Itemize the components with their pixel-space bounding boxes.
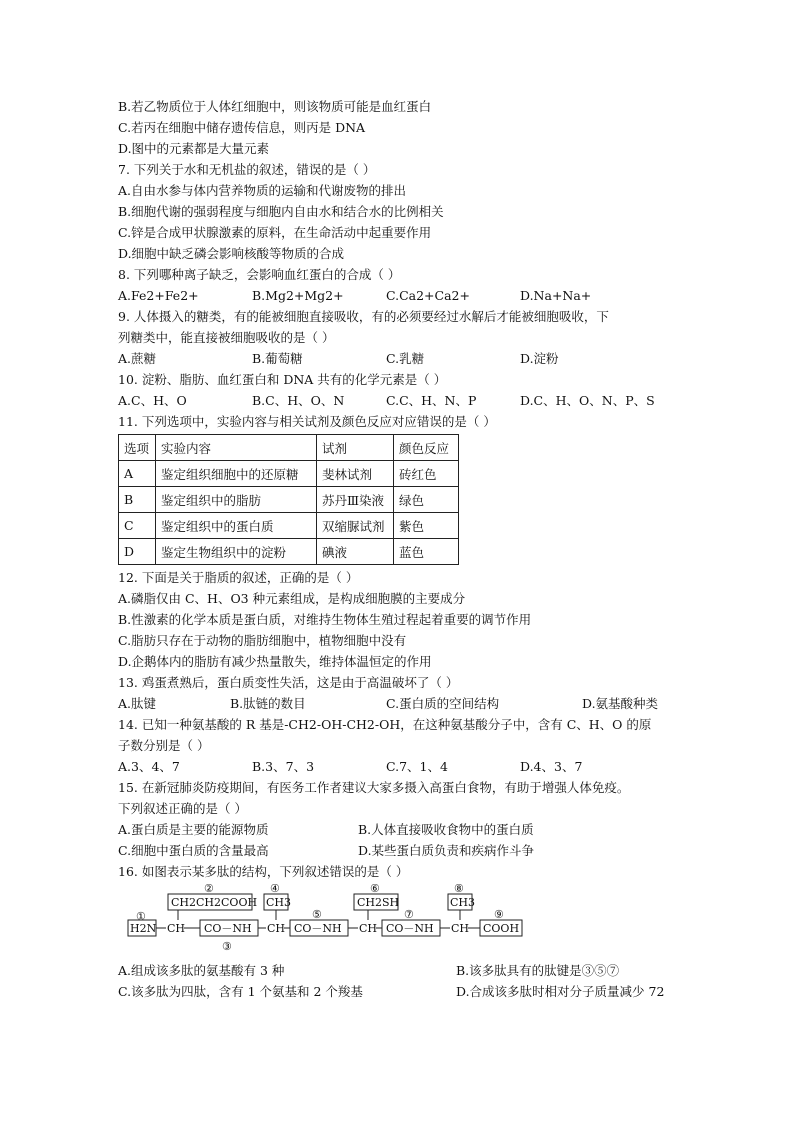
q10-option-b: B.C、H、O、N [252,393,345,408]
table-cell: 苏丹Ⅲ染液 [317,487,394,513]
table-cell: 蓝色 [394,539,459,565]
q13-option-b: B.肽链的数目 [230,696,306,711]
q10-options [118,390,688,411]
marker-2: ② [204,884,214,895]
marker-8: ⑧ [454,884,464,895]
q10-option-c: C.C、H、N、P [386,393,477,408]
q8-option-b: B.Mg2+Mg2+ [252,288,344,303]
q9-stem-cont: 列糖类中，能直接被细胞吸收的是（ ） [118,330,335,345]
group-amino: H2N [130,922,157,935]
q13-option-d: D.氨基酸种类 [582,696,659,711]
group-r1: CH2CH2COOH [171,896,258,909]
q16-options-row1 [118,960,688,981]
q10-option-a: A.C、H、O [118,393,187,408]
table-cell: C [119,513,156,539]
q15-stem: 15. 在新冠肺炎防疫期间，有医务工作者建议大家多摄入高蛋白食物，有助于增强人体免疫。 [118,780,630,795]
table-cell: 鉴定组织中的蛋白质 [156,513,317,539]
marker-7: ⑦ [404,908,414,921]
table-cell: 紫色 [394,513,459,539]
table-cell: 鉴定组织细胞中的还原糖 [156,461,317,487]
q9-option-a: A.蔗糖 [118,351,157,366]
q14-option-b: B.3、7、3 [252,759,315,774]
q14-option-c: C.7、1、4 [386,759,448,774]
q7-option-a: A.自由水参与体内营养物质的运输和代谢废物的排出 [118,183,407,198]
q15-stem-cont: 下列叙述正确的是（ ） [118,801,247,816]
q12-option-b: B.性激素的化学本质是蛋白质，对维持生物体生殖过程起着重要的调节作用 [118,612,532,627]
table-header: 颜色反应 [394,435,459,461]
table-cell: 绿色 [394,487,459,513]
q16-options-row2 [118,981,688,1002]
alpha-carbon: CH [267,922,286,935]
q10-option-d: D.C、H、O、N、P、S [520,393,655,408]
q8-options [118,285,688,306]
table-cell: D [119,539,156,565]
table-cell: B [119,487,156,513]
q9-option-d: D.淀粉 [520,351,559,366]
q14-stem-cont: 子数分别是（ ） [118,738,210,753]
q8-option-c: C.Ca2+Ca2+ [386,288,470,303]
q11-stem: 11. 下列选项中，实验内容与相关试剂及颜色反应对应错误的是（ ） [118,414,496,429]
q9-options [118,348,688,369]
marker-1: ① [136,910,146,923]
marker-6: ⑥ [370,884,380,895]
q15-option-c: C.细胞中蛋白质的含量最高 [118,843,269,858]
group-peptide-bond: CO－NH [204,922,252,935]
table-cell: 双缩脲试剂 [317,513,394,539]
q8-stem: 8. 下列哪种离子缺乏，会影响血红蛋白的合成（ ） [118,267,401,282]
marker-5: ⑤ [312,908,322,921]
table-cell: 砖红色 [394,461,459,487]
group-r4: CH3 [450,896,476,909]
q15-option-d: D.某些蛋白质负责和疾病作斗争 [358,843,535,858]
group-r2: CH3 [266,896,292,909]
table-header-row [119,435,459,461]
question-line: D.图中的元素都是大量元素 [118,141,270,156]
q12-option-d: D.企鹅体内的脂肪有减少热量散失，维持体温恒定的作用 [118,654,432,669]
q16-stem: 16. 如图表示某多肽的结构，下列叙述错误的是（ ） [118,864,409,879]
q11-table [118,434,459,565]
alpha-carbon: CH [451,922,470,935]
question-line: B.若乙物质位于人体红细胞中，则该物质可能是血红蛋白 [118,99,432,114]
q14-option-a: A.3、4、7 [118,759,180,774]
table-cell: A [119,461,156,487]
table-header: 试剂 [317,435,394,461]
q13-option-a: A.肽键 [118,696,157,711]
q16-option-d: D.合成该多肽时相对分子质量减少 72 [456,984,665,999]
q9-option-c: C.乳糖 [386,351,425,366]
group-r3: CH2SH [357,896,400,909]
polypeptide-diagram [118,884,688,956]
group-peptide-bond: CO－NH [294,922,342,935]
q10-stem: 10. 淀粉、脂肪、血红蛋白和 DNA 共有的化学元素是（ ） [118,372,447,387]
q7-option-b: B.细胞代谢的强弱程度与细胞内自由水和结合水的比例相关 [118,204,444,219]
q15-option-a: A.蛋白质是主要的能源物质 [118,822,269,837]
q13-stem: 13. 鸡蛋煮熟后，蛋白质变性失活，这是由于高温破坏了（ ） [118,675,459,690]
q14-options [118,756,688,777]
q12-stem: 12. 下面是关于脂质的叙述，正确的是（ ） [118,570,359,585]
q7-option-c: C.锌是合成甲状腺激素的原料，在生命活动中起重要作用 [118,225,432,240]
q15-options-row1 [118,819,688,840]
table-row [119,539,459,565]
table-row [119,461,459,487]
table-cell: 斐林试剂 [317,461,394,487]
table-header: 选项 [119,435,156,461]
q8-option-d: D.Na+Na+ [520,288,592,303]
table-cell: 碘液 [317,539,394,565]
q14-option-d: D.4、3、7 [520,759,583,774]
group-peptide-bond: CO－NH [386,922,434,935]
q7-stem: 7. 下列关于水和无机盐的叙述，错误的是（ ） [118,162,376,177]
alpha-carbon: CH [167,922,186,935]
table-row [119,487,459,513]
q12-option-a: A.磷脂仅由 C、H、O3 种元素组成，是构成细胞膜的主要成分 [118,591,466,606]
table-row [119,513,459,539]
table-header: 实验内容 [156,435,317,461]
q9-option-b: B.葡萄糖 [252,351,303,366]
marker-9: ⑨ [494,908,504,921]
q16-option-c: C.该多肽为四肽，含有 1 个氨基和 2 个羧基 [118,984,363,999]
q12-option-c: C.脂肪只存在于动物的脂肪细胞中，植物细胞中没有 [118,633,407,648]
question-line: C.若丙在细胞中储存遗传信息，则丙是 DNA [118,120,366,135]
table-cell: 鉴定组织中的脂肪 [156,487,317,513]
exam-page [118,96,688,1002]
q13-option-c: C.蛋白质的空间结构 [386,696,500,711]
q13-options [118,693,688,714]
marker-3: ③ [222,940,232,953]
marker-4: ④ [270,884,280,895]
q16-option-a: A.组成该多肽的氨基酸有 3 种 [118,963,285,978]
table-cell: 鉴定生物组织中的淀粉 [156,539,317,565]
q7-option-d: D.细胞中缺乏磷会影响核酸等物质的合成 [118,246,345,261]
q8-option-a: A.Fe2+Fe2+ [118,288,199,303]
q9-stem: 9. 人体摄入的糖类，有的能被细胞直接吸收，有的必须要经过水解后才能被细胞吸收，下 [118,309,609,324]
q14-stem: 14. 已知一种氨基酸的 R 基是-CH2-OH-CH2-OH，在这种氨基酸分子中，含有 C、H、O 的原 [118,717,652,732]
group-carboxyl: COOH [483,922,520,935]
q15-options-row2 [118,840,688,861]
q16-option-b: B.该多肽具有的肽键是③⑤⑦ [456,963,620,978]
alpha-carbon: CH [359,922,378,935]
q15-option-b: B.人体直接吸收食物中的蛋白质 [358,822,534,837]
